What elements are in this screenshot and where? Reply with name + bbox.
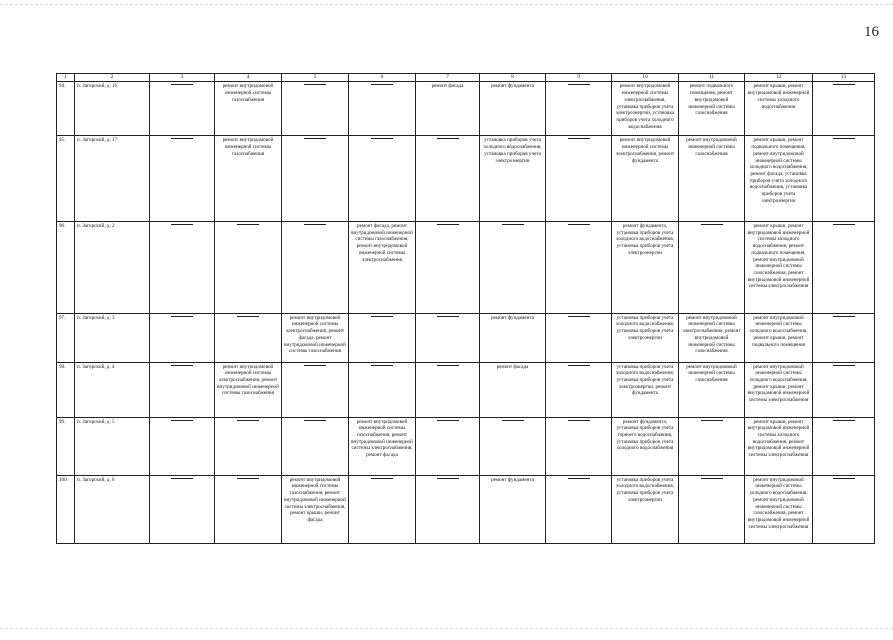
empty-cell (349, 136, 416, 222)
empty-cell (546, 221, 612, 313)
empty-cell (150, 475, 215, 543)
work-cell (745, 221, 813, 313)
empty-cell (416, 221, 480, 313)
work-description: ремонт внутридомовой инженерной системы электроснабжения, установка приборов учета электроэнергии, установка приборов учета холодного водоснабжения (615, 83, 675, 130)
column-number: 3 (150, 74, 215, 82)
empty-cell (150, 417, 215, 475)
dash-mark (701, 420, 723, 421)
dash-mark (304, 84, 326, 85)
dash-mark (437, 316, 459, 317)
work-cell (612, 136, 679, 222)
row-number (57, 313, 75, 362)
dash-mark (701, 224, 723, 225)
empty-cell (546, 313, 612, 362)
empty-cell (546, 362, 612, 417)
dash-mark (833, 365, 855, 366)
empty-cell (150, 313, 215, 362)
dash-mark (371, 138, 393, 139)
empty-cell (282, 136, 349, 222)
work-description: установка приборов учета холодного водоснабжения, установка приборов учета электроэнергии (483, 137, 542, 164)
empty-cell (282, 82, 349, 136)
empty-cell (546, 136, 612, 222)
empty-cell (480, 221, 546, 313)
dash-mark (568, 420, 590, 421)
empty-cell (150, 136, 215, 222)
dash-mark (437, 420, 459, 421)
dash-mark (371, 478, 393, 479)
empty-cell (416, 313, 480, 362)
address-cell (75, 417, 150, 475)
dash-mark (833, 224, 855, 225)
dash-mark (437, 478, 459, 479)
empty-cell (813, 221, 875, 313)
cell-text: 96. (59, 222, 66, 229)
work-description: ремонт фасада (496, 363, 529, 370)
work-cell (612, 82, 679, 136)
empty-cell (150, 362, 215, 417)
work-description: установка приборов учета холодного водоснабжения, установка приборов учета электроэнергии, ремонт фундамента (616, 363, 674, 397)
column-number: 4 (215, 74, 282, 82)
work-description: ремонт внутридомовой инженерной системы холодного водоснабжения, ремонт крыши, ремонт внутридомовой инженерной системы электроснабжения (747, 363, 810, 404)
dash-mark (502, 224, 524, 225)
empty-cell (150, 82, 215, 136)
work-description: ремонт внутридомовой инженерной системы газоснабжения (222, 83, 274, 103)
work-description: установка приборов учета холодного водоснабжения, установка приборов учета электроэнергии (616, 476, 674, 503)
work-cell (612, 417, 679, 475)
work-description: ремонт фундамента, установка приборов учета горячего водоснабжения, установка приборов учета холодного водоснабжения (616, 418, 674, 452)
empty-cell (416, 362, 480, 417)
empty-cell (813, 475, 875, 543)
dash-mark (371, 316, 393, 317)
cell-text: п. Загорский, д. 4 (77, 363, 115, 370)
dash-mark (833, 420, 855, 421)
empty-cell (416, 136, 480, 222)
work-cell (745, 417, 813, 475)
empty-cell (349, 313, 416, 362)
work-description: ремонт внутридомовой инженерной системы газоснабжения, ремонт внутридомовой инженерной системы электроснабжения, ремонт крыши, ремонт фасада (284, 476, 346, 523)
work-cell (612, 475, 679, 543)
work-description: ремонт крыши, ремонт подвального помещения, ремонт внутридомовой инженерной системы холодного водоснабжения, ремонт фасада, установка приборов учета холодного водоснабжения, установка приборов учета электроэнергии (749, 137, 808, 204)
column-number: 9 (546, 74, 612, 82)
work-description: ремонт внутридомовой инженерной системы газоснабжения (686, 137, 737, 157)
work-description: установка приборов учета холодного водоснабжения, установка приборов учета электроэнергии (616, 314, 674, 341)
work-description: ремонт внутридомовой инженерной системы электроснабжения, ремонт внутридомовой инженерной системы газоснабжения (217, 363, 279, 397)
scan-edge-top (0, 4, 893, 5)
empty-cell (813, 417, 875, 475)
dash-mark (304, 224, 326, 225)
work-cell (480, 475, 546, 543)
scan-edge-bottom (0, 628, 893, 629)
dash-mark (833, 138, 855, 139)
dash-mark (833, 478, 855, 479)
work-cell (745, 475, 813, 543)
work-description: ремонт фундамента (491, 314, 534, 321)
empty-cell (150, 221, 215, 313)
empty-cell (215, 221, 282, 313)
work-cell (480, 313, 546, 362)
work-cell (612, 221, 679, 313)
work-description: ремонт внутридомовой инженерной системы газоснабжения, ремонт внутридомовой инженерной системы электроснабжения, ремонт фасада (351, 418, 413, 459)
work-cell (215, 362, 282, 417)
cell-text: п. Загорский, д. 6 (77, 476, 115, 483)
dash-mark (568, 316, 590, 317)
row-number (57, 82, 75, 136)
column-number: 11 (679, 74, 745, 82)
row-number (57, 362, 75, 417)
empty-cell (416, 475, 480, 543)
dash-mark (237, 224, 259, 225)
dash-mark (371, 365, 393, 366)
empty-cell (679, 417, 745, 475)
table-row (57, 417, 875, 475)
cell-text: 100. (59, 476, 68, 483)
work-cell (679, 82, 745, 136)
work-description: ремонт подвального помещения, ремонт внутридомовой инженерной системы газоснабжения (688, 83, 735, 117)
dash-mark (437, 138, 459, 139)
column-number: 2 (75, 74, 150, 82)
work-cell (679, 313, 745, 362)
work-description: ремонт фундамента (491, 476, 534, 483)
empty-cell (813, 82, 875, 136)
empty-cell (282, 417, 349, 475)
cell-text: 95. (59, 137, 66, 144)
schedule-table-container (56, 73, 874, 544)
cell-text: п. Загорский, д. 17 (77, 137, 118, 144)
cell-text: п. Загорский, д. 16 (77, 83, 118, 90)
empty-cell (282, 221, 349, 313)
dash-mark (568, 224, 590, 225)
dash-mark (237, 420, 259, 421)
work-description: ремонт внутридомовой инженерной системы холодного водоснабжения, ремонт внутридомовой инженерной системы газоснабжения, ремонт внутридомовой инженерной системы электроснабжения (747, 476, 810, 530)
work-cell (215, 136, 282, 222)
work-description: ремонт внутридомовой инженерной системы электроснабжения, ремонт фасада, ремонт внутридомовой инженерной системы газоснабжения (284, 314, 346, 355)
table-row (57, 136, 875, 222)
dash-mark (437, 224, 459, 225)
dash-mark (171, 316, 193, 317)
dash-mark (568, 138, 590, 139)
empty-cell (416, 417, 480, 475)
empty-cell (215, 417, 282, 475)
dash-mark (437, 365, 459, 366)
work-cell (679, 362, 745, 417)
address-cell (75, 221, 150, 313)
cell-text: 94. (59, 83, 66, 90)
empty-cell (546, 82, 612, 136)
work-cell (416, 82, 480, 136)
table-row (57, 82, 875, 136)
row-number (57, 475, 75, 543)
work-cell (679, 136, 745, 222)
empty-cell (282, 362, 349, 417)
empty-cell (813, 136, 875, 222)
cell-text: 99. (59, 418, 66, 425)
dash-mark (171, 365, 193, 366)
row-number (57, 417, 75, 475)
dash-mark (171, 420, 193, 421)
page-number: 16 (864, 24, 879, 40)
work-description: ремонт внутридомовой инженерной системы газоснабжения (686, 363, 737, 384)
repair-schedule-table (56, 73, 875, 544)
cell-text: 98. (59, 363, 66, 370)
address-cell (75, 313, 150, 362)
empty-cell (349, 82, 416, 136)
dash-mark (171, 138, 193, 139)
row-number (57, 136, 75, 222)
address-cell (75, 136, 150, 222)
column-number: 7 (416, 74, 480, 82)
empty-cell (480, 417, 546, 475)
work-cell (745, 82, 813, 136)
work-cell (282, 475, 349, 543)
work-cell (215, 82, 282, 136)
work-description: ремонт фундамента (491, 83, 534, 90)
dash-mark (568, 365, 590, 366)
dash-mark (304, 420, 326, 421)
column-number: 1 (57, 74, 75, 82)
work-description: ремонт внутридомовой инженерной системы холодного водоснабжения, ремонт крыши, ремонт подвального помещения (749, 314, 808, 348)
dash-mark (568, 84, 590, 85)
empty-cell (679, 475, 745, 543)
dash-mark (171, 224, 193, 225)
work-cell (282, 313, 349, 362)
dash-mark (237, 478, 259, 479)
dash-mark (833, 316, 855, 317)
work-description: ремонт внутридомовой инженерной системы электроснабжения, ремонт фундамента (615, 137, 675, 164)
cell-text: п. Загорский, д. 2 (77, 222, 115, 229)
dash-mark (171, 84, 193, 85)
dash-mark (833, 84, 855, 85)
work-description: ремонт крыши, ремонт внутридомовой инженерной системы холодного водоснабжения, ремонт подвального помещения, ремонт внутридомовой инженерной системы газоснабжения, ремонт внутридомовой инженерной системы электроснабжения (747, 222, 810, 290)
work-cell (745, 313, 813, 362)
empty-cell (349, 362, 416, 417)
dash-mark (371, 84, 393, 85)
column-number-row (57, 74, 875, 82)
table-row (57, 475, 875, 543)
column-number: 5 (282, 74, 349, 82)
column-number: 10 (612, 74, 679, 82)
column-number: 12 (745, 74, 813, 82)
dash-mark (237, 316, 259, 317)
column-number: 13 (813, 74, 875, 82)
work-description: ремонт внутридомовой инженерной системы электроснабжения, ремонт внутридомовой инженерной системы газоснабжения (682, 314, 741, 355)
empty-cell (546, 475, 612, 543)
work-description: ремонт внутридомовой инженерной системы газоснабжения (222, 137, 274, 157)
work-cell (745, 362, 813, 417)
work-cell (612, 362, 679, 417)
empty-cell (349, 475, 416, 543)
empty-cell (215, 475, 282, 543)
table-body (57, 82, 875, 544)
cell-text: п. Загорский, д. 5 (77, 418, 115, 425)
dash-mark (701, 478, 723, 479)
table-row (57, 221, 875, 313)
column-number: 8 (480, 74, 546, 82)
dash-mark (568, 478, 590, 479)
row-number (57, 221, 75, 313)
work-cell (480, 136, 546, 222)
address-cell (75, 362, 150, 417)
work-cell (612, 313, 679, 362)
work-cell (480, 82, 546, 136)
work-description: ремонт фундамента, установка приборов учета холодного водоснабжения, установка приборов учета электроэнергии (616, 222, 674, 256)
address-cell (75, 82, 150, 136)
work-cell (349, 221, 416, 313)
cell-text: п. Загорский, д. 3 (77, 314, 115, 321)
work-description: ремонт крыши, ремонт внутридомовой инженерной системы холодного водоснабжения, ремонт внутридомовой инженерной системы электроснабжения (747, 418, 810, 459)
dash-mark (171, 478, 193, 479)
column-number: 6 (349, 74, 416, 82)
dash-mark (304, 138, 326, 139)
empty-cell (813, 313, 875, 362)
work-description: ремонт фасада (431, 83, 464, 90)
work-cell (745, 136, 813, 222)
dash-mark (502, 420, 524, 421)
address-cell (75, 475, 150, 543)
work-description: ремонт фасада, ремонт внутридомовой инженерной системы газоснабжения, ремонт внутридомовой инженерной системы электроснабжения (351, 222, 413, 263)
work-cell (349, 417, 416, 475)
work-description: ремонт крыши, ремонт внутридомовой инженерной системы холодного водоснабжения (747, 83, 810, 110)
table-row (57, 362, 875, 417)
empty-cell (813, 362, 875, 417)
empty-cell (679, 221, 745, 313)
dash-mark (304, 365, 326, 366)
empty-cell (546, 417, 612, 475)
empty-cell (215, 313, 282, 362)
work-cell (480, 362, 546, 417)
cell-text: 97. (59, 314, 66, 321)
table-row (57, 313, 875, 362)
